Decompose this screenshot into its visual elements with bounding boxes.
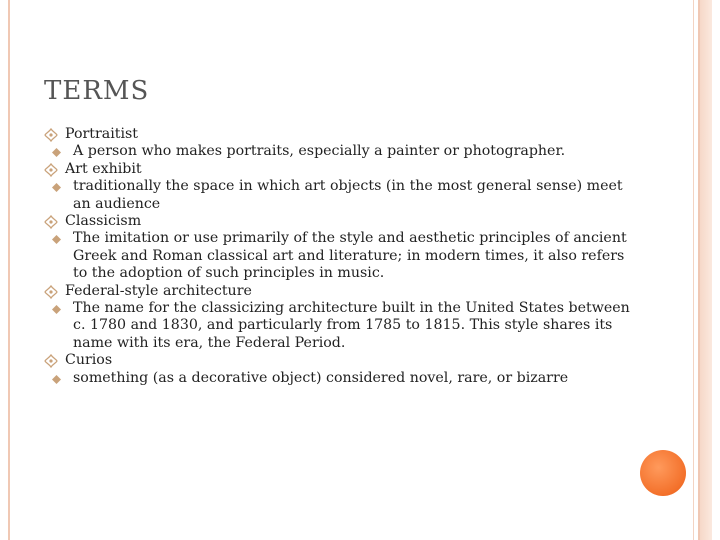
diamond-bullet-icon <box>52 183 61 192</box>
term-label: Portraitist <box>65 126 138 142</box>
term-label: Curios <box>65 352 113 369</box>
definition-text: traditionally the space in which art objects (in the most general sense) meet an audience <box>73 178 623 212</box>
terms-list <box>44 126 634 387</box>
fleuron-bullet-icon <box>44 354 58 368</box>
definition-text: something (as a decorative object) considered novel, rare, or bizarre <box>73 369 569 386</box>
orange-circle-decoration <box>640 450 686 496</box>
definition-item <box>44 370 634 387</box>
definition-item <box>44 230 634 282</box>
definition-item <box>44 143 634 160</box>
term-item <box>44 126 634 143</box>
diamond-bullet-icon <box>52 235 61 244</box>
diamond-bullet-icon <box>52 375 61 384</box>
term-label: Art exhibit <box>65 160 142 177</box>
term-item <box>44 161 634 178</box>
slide-side-stripe <box>699 0 712 540</box>
definition-text: The imitation or use primarily of the style and aesthetic principles of ancient Greek and Roman classical art and literature; in modern times, it also refers to the adoption of such principles in music. <box>73 230 627 282</box>
fleuron-bullet-icon <box>44 128 58 142</box>
diamond-bullet-icon <box>52 148 61 157</box>
definition-text: The name for the classicizing architecture built in the United States between c. 1780 and 1830, and particularly from 1785 to 1815. This style shares its name with its era, the Federal Period. <box>73 300 630 351</box>
term-label: Federal-style architecture <box>65 282 252 299</box>
term-item <box>44 283 634 300</box>
diamond-bullet-icon <box>52 305 61 314</box>
fleuron-bullet-icon <box>44 163 58 177</box>
definition-item <box>44 178 634 213</box>
term-item <box>44 213 634 230</box>
definition-text: A person who makes portraits, especially a painter or photographer. <box>73 143 566 160</box>
fleuron-bullet-icon <box>44 285 58 299</box>
slide-border-line <box>693 0 694 540</box>
slide-title: TERMS <box>44 76 150 106</box>
term-label: Classicism <box>65 213 142 230</box>
fleuron-bullet-icon <box>44 215 58 229</box>
definition-item <box>44 300 634 352</box>
term-item <box>44 352 634 369</box>
